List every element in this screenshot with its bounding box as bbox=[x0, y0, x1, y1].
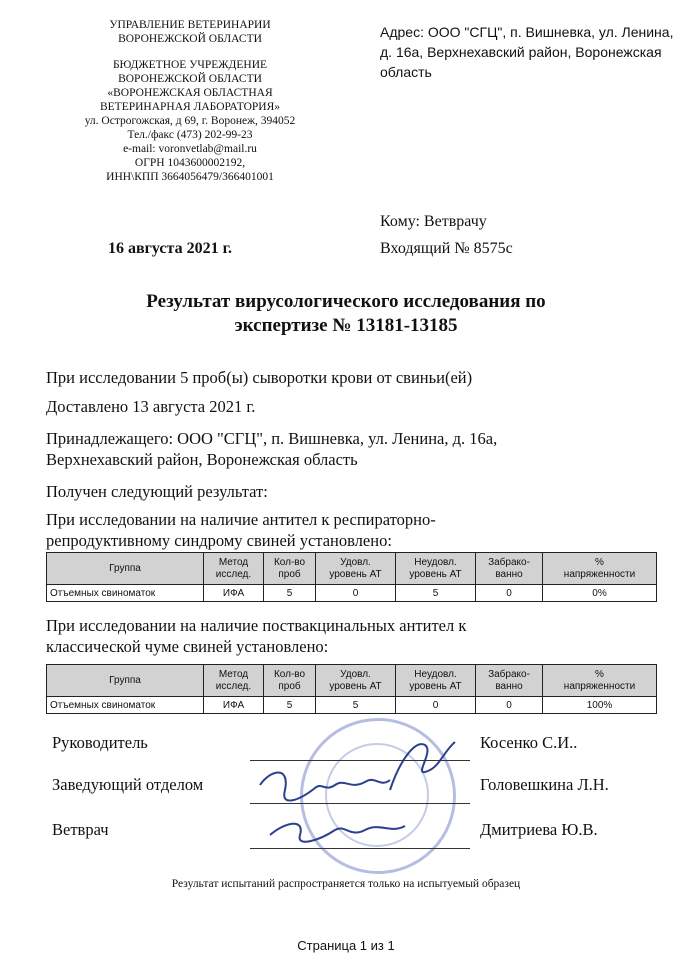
signature-role-vet: Ветврач bbox=[52, 820, 109, 839]
title-line: экспертизе № 13181-13185 bbox=[234, 315, 458, 336]
section2-line: При исследовании на наличие поствакцинальных антител к bbox=[46, 616, 467, 635]
cell-satisfactory: 0 bbox=[316, 585, 396, 602]
cell-count: 5 bbox=[264, 585, 316, 602]
document-title bbox=[40, 290, 652, 338]
header-count: Кол-во проб bbox=[264, 665, 316, 697]
signature-line bbox=[250, 848, 470, 849]
cell-count: 5 bbox=[264, 697, 316, 714]
cell-rejected: 0 bbox=[476, 585, 543, 602]
header-unsatisfactory: Неудовл. уровень АТ bbox=[396, 665, 476, 697]
intro-owner-line: Принадлежащего: ООО "СГЦ", п. Вишневка, ул. Ленина, д. 16а, bbox=[46, 429, 498, 448]
signature-role-head: Руководитель bbox=[52, 733, 148, 752]
cell-percent: 100% bbox=[543, 697, 657, 714]
header-method: Метод исслед. bbox=[204, 553, 264, 585]
footer-note: Результат испытаний распространяется только на испытуемый образец bbox=[171, 878, 521, 890]
cell-unsatisfactory: 5 bbox=[396, 585, 476, 602]
section1-line: При исследовании на наличие антител к респираторно- bbox=[46, 510, 436, 529]
intro-samples: При исследовании 5 проб(ы) сыворотки крови от свиньи(ей) bbox=[46, 368, 473, 387]
org-street: ул. Острогожская, д 69, г. Воронеж, 394052 bbox=[84, 115, 296, 127]
cell-method: ИФА bbox=[204, 697, 264, 714]
header-unsatisfactory: Неудовл. уровень АТ bbox=[396, 553, 476, 585]
org-line: ВЕТЕРИНАРНАЯ ЛАБОРАТОРИЯ» bbox=[99, 101, 281, 113]
header-rejected: Забрако- ванно bbox=[476, 665, 543, 697]
header-group: Группа bbox=[47, 553, 204, 585]
cell-percent: 0% bbox=[543, 585, 657, 602]
signature-name-vet: Дмитриева Ю.В. bbox=[480, 820, 598, 839]
incoming-number: Входящий № 8575с bbox=[380, 240, 513, 257]
org-line: ВОРОНЕЖСКОЙ ОБЛАСТИ bbox=[118, 73, 262, 85]
table-row bbox=[47, 585, 657, 602]
section1-text bbox=[46, 509, 666, 551]
signature-line bbox=[250, 760, 470, 761]
signature-role-department: Заведующий отделом bbox=[52, 775, 204, 794]
org-phone: Тел./факс (473) 202-99-23 bbox=[127, 129, 253, 141]
org-inn: ИНН\КПП 3664056479/366401001 bbox=[106, 171, 274, 183]
signature-name-department: Головешкина Л.Н. bbox=[480, 775, 609, 794]
section1-line: репродуктивному синдрому свиней установлено: bbox=[46, 531, 392, 550]
cell-satisfactory: 5 bbox=[316, 697, 396, 714]
header-count: Кол-во проб bbox=[264, 553, 316, 585]
results-table-csf bbox=[46, 664, 657, 714]
org-line: БЮДЖЕТНОЕ УЧРЕЖДЕНИЕ bbox=[112, 59, 268, 71]
intro-delivered: Доставлено 13 августа 2021 г. bbox=[46, 397, 256, 416]
cell-rejected: 0 bbox=[476, 697, 543, 714]
recipient: Кому: Ветврачу bbox=[380, 213, 487, 230]
header-satisfactory: Удовл. уровень АТ bbox=[316, 553, 396, 585]
intro-owner bbox=[46, 428, 666, 470]
section2-text bbox=[46, 615, 666, 657]
results-table-rrss bbox=[46, 552, 657, 602]
table-header-row bbox=[47, 553, 657, 585]
cell-group: Отъемных свиноматок bbox=[47, 697, 204, 714]
org-line: «ВОРОНЕЖСКАЯ ОБЛАСТНАЯ bbox=[107, 87, 273, 99]
header-percent: % напряженности bbox=[543, 665, 657, 697]
org-line: ВОРОНЕЖСКОЙ ОБЛАСТИ bbox=[118, 33, 262, 45]
intro-result-heading: Получен следующий результат: bbox=[46, 482, 268, 501]
org-email: e-mail: voronvetlab@mail.ru bbox=[123, 143, 257, 155]
header-satisfactory: Удовл. уровень АТ bbox=[316, 665, 396, 697]
org-ogrn: ОГРН 1043600002192, bbox=[134, 157, 246, 169]
header-rejected: Забрако- ванно bbox=[476, 553, 543, 585]
document-date: 16 августа 2021 г. bbox=[108, 240, 233, 257]
organization-header bbox=[40, 18, 340, 184]
signature-line bbox=[250, 803, 470, 804]
intro-owner-line: Верхнехавский район, Воронежская область bbox=[46, 450, 358, 469]
section2-line: классической чуме свиней установлено: bbox=[46, 637, 329, 656]
cell-group: Отъемных свиноматок bbox=[47, 585, 204, 602]
table-row bbox=[47, 697, 657, 714]
org-line: УПРАВЛЕНИЕ ВЕТЕРИНАРИИ bbox=[109, 19, 271, 31]
cell-method: ИФА bbox=[204, 585, 264, 602]
header-method: Метод исслед. bbox=[204, 665, 264, 697]
title-line: Результат вирусологического исследования по bbox=[146, 291, 546, 312]
header-percent: % напряженности bbox=[543, 553, 657, 585]
signature-name-head: Косенко С.И.. bbox=[480, 733, 578, 752]
signature-icon bbox=[240, 730, 460, 860]
cell-unsatisfactory: 0 bbox=[396, 697, 476, 714]
recipient-address: Адрес: ООО "СГЦ", п. Вишневка, ул. Ленина, д. 16а, Верхнехавский район, Воронежская область bbox=[380, 24, 674, 80]
table-header-row bbox=[47, 665, 657, 697]
header-group: Группа bbox=[47, 665, 204, 697]
page-number: Страница 1 из 1 bbox=[297, 938, 395, 953]
